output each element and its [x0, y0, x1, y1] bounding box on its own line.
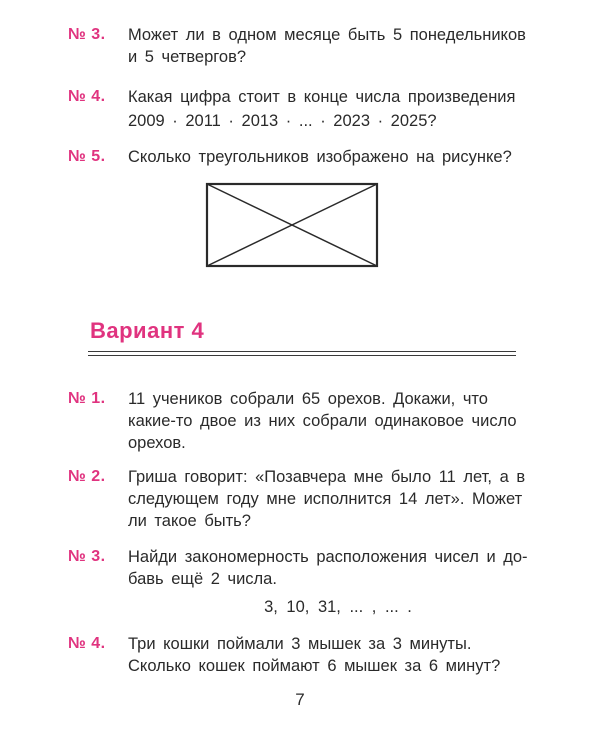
variant-heading: Вариант 4 [90, 318, 205, 343]
task-text-line: бавь ещё 2 числа. [128, 570, 277, 588]
page-number: 7 [295, 690, 305, 709]
task-number: № 2. [68, 468, 106, 485]
task-text-line: Три кошки поймали 3 мышек за 3 минуты. [128, 635, 472, 653]
task-text-line: какие-то двое из них собрали одинаковое число [128, 412, 517, 430]
task-number: № 4. [68, 635, 106, 652]
number-sequence: 3, 10, 31, ... , ... . [264, 598, 412, 616]
task-text-line: Какая цифра стоит в конце числа произведения [128, 88, 516, 106]
rectangle-with-diagonals-figure [202, 180, 382, 270]
task-text-line: Сколько кошек поймают 6 мышек за 6 минут? [128, 657, 501, 675]
task-text-line: 11 учеников собрали 65 орехов. Докажи, что [128, 390, 488, 408]
task-text-line: Может ли в одном месяце быть 5 понедельников [128, 26, 526, 44]
task-number: № 4. [68, 88, 106, 105]
task-number: № 1. [68, 390, 106, 407]
task-number: № 3. [68, 26, 106, 43]
task-text-line: Найди закономерность расположения чисел и до- [128, 548, 528, 566]
task-text-line: ли такое быть? [128, 512, 251, 530]
task-text-line: орехов. [128, 434, 186, 452]
task-number: № 3. [68, 548, 106, 565]
heading-rule [88, 351, 516, 352]
task-text-line: Гриша говорит: «Позавчера мне было 11 лет, а в [128, 468, 526, 486]
task-text-line: следующем году мне исполнится 14 лет». Может [128, 490, 523, 508]
task-text-line: и 5 четвергов? [128, 48, 247, 66]
task-text-line: 2009 · 2011 · 2013 · ... · 2023 · 2025? [128, 112, 437, 130]
heading-rule [88, 355, 516, 356]
task-number: № 5. [68, 148, 106, 165]
task-text-line: Сколько треугольников изображено на рисунке? [128, 148, 512, 166]
